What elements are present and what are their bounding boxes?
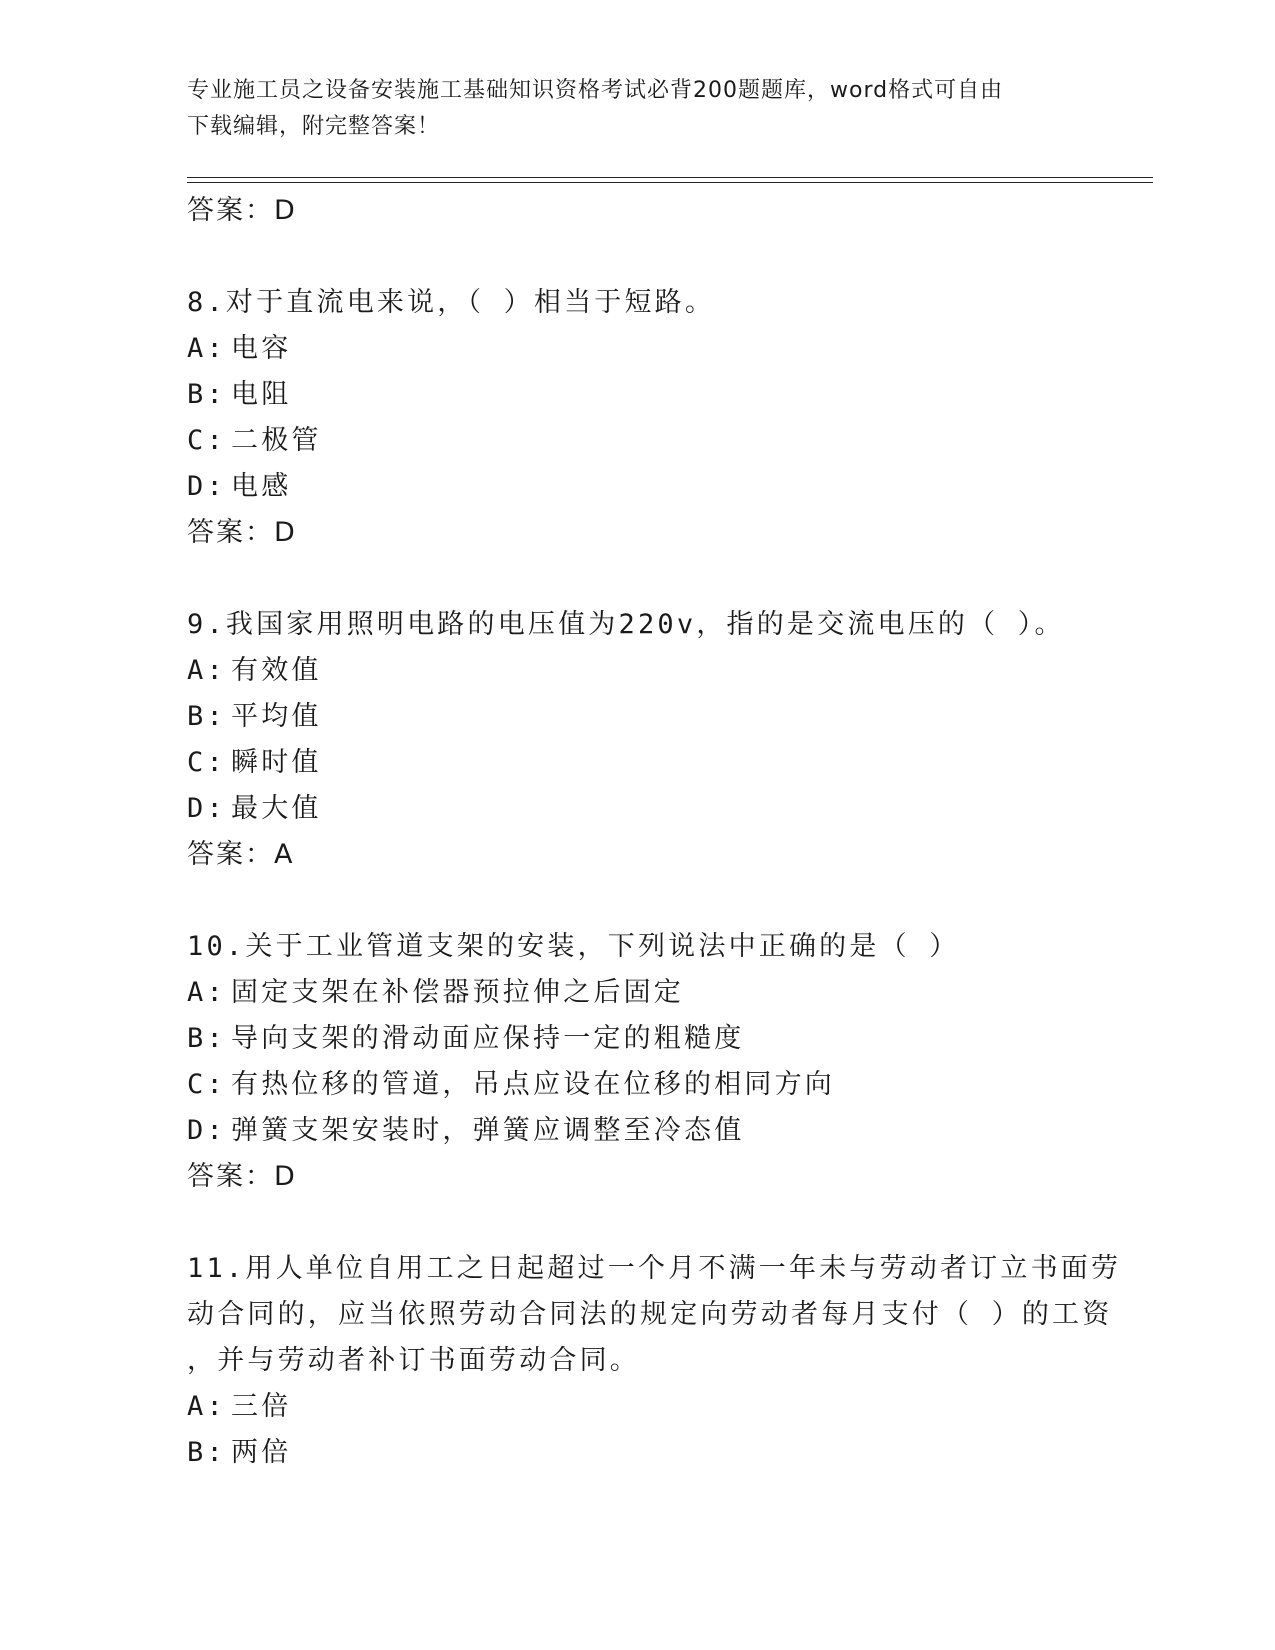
question-text-line: ，并与劳动者补订书面劳动合同。	[187, 1345, 640, 1376]
option-key: B:	[187, 701, 226, 732]
option-text: 二极管	[231, 425, 322, 456]
question-text	[187, 280, 1127, 326]
option-d	[187, 464, 1127, 510]
option-key: C:	[187, 425, 226, 456]
option-key: A:	[187, 655, 226, 686]
option-key: B:	[187, 1437, 226, 1468]
option-text: 弹簧支架安装时，弹簧应调整至冷态值	[231, 1115, 745, 1146]
option-d	[187, 786, 1127, 832]
option-text: 有效值	[231, 655, 322, 686]
option-text: 电感	[231, 471, 292, 502]
option-text: 导向支架的滑动面应保持一定的粗糙度	[231, 1023, 745, 1054]
answer-line: 答案：D	[187, 195, 297, 226]
option-text: 瞬时值	[231, 747, 322, 778]
option-key: C:	[187, 747, 226, 778]
question-text-line: 11.用人单位自用工之日起超过一个月不满一年未与劳动者订立书面劳	[187, 1253, 1122, 1284]
question-9	[187, 602, 1127, 878]
answer-line: 答案：A	[187, 839, 295, 870]
option-key: C:	[187, 1069, 226, 1100]
option-key: D:	[187, 1115, 226, 1146]
header-line-1: 专业施工员之设备安装施工基础知识资格考试必背200题题库，word格式可自由	[187, 78, 1004, 103]
header-line-2: 下载编辑，附完整答案！	[187, 114, 441, 139]
question-text	[187, 602, 1127, 648]
document-header	[187, 73, 1087, 145]
question-text	[187, 924, 1127, 970]
question-list	[187, 188, 1127, 1476]
option-key: A:	[187, 1391, 226, 1422]
option-b	[187, 1430, 1127, 1476]
question-text-line: 动合同的，应当依照劳动合同法的规定向劳动者每月支付（ ）的工资	[187, 1299, 1113, 1330]
question-text	[187, 1246, 1127, 1384]
header-rule-bottom	[187, 182, 1153, 183]
option-key: B:	[187, 379, 226, 410]
question-11	[187, 1246, 1127, 1476]
option-c	[187, 418, 1127, 464]
question-text-line: 8.对于直流电来说，（ ）相当于短路。	[187, 287, 716, 318]
question-8	[187, 280, 1127, 556]
option-text: 两倍	[231, 1437, 292, 1468]
option-a	[187, 326, 1127, 372]
option-text: 有热位移的管道，吊点应设在位移的相同方向	[231, 1069, 835, 1100]
option-text: 电容	[231, 333, 292, 364]
header-rule-top	[187, 177, 1153, 178]
question-text-line: 9.我国家用照明电路的电压值为220v，指的是交流电压的（ ）。	[187, 609, 1065, 640]
option-text: 最大值	[231, 793, 322, 824]
option-d	[187, 1108, 1127, 1154]
option-key: D:	[187, 793, 226, 824]
option-b	[187, 694, 1127, 740]
option-c	[187, 740, 1127, 786]
answer-line: 答案：D	[187, 517, 297, 548]
option-key: A:	[187, 977, 226, 1008]
answer-line: 答案：D	[187, 1161, 297, 1192]
option-b	[187, 372, 1127, 418]
option-a	[187, 1384, 1127, 1430]
option-text: 电阻	[231, 379, 292, 410]
option-c	[187, 1062, 1127, 1108]
option-text: 三倍	[231, 1391, 292, 1422]
option-key: D:	[187, 471, 226, 502]
question-text-line: 10.关于工业管道支架的安装，下列说法中正确的是（ ）	[187, 931, 960, 962]
option-b	[187, 1016, 1127, 1062]
option-text: 平均值	[231, 701, 322, 732]
option-a	[187, 970, 1127, 1016]
question-10	[187, 924, 1127, 1200]
option-key: A:	[187, 333, 226, 364]
option-text: 固定支架在补偿器预拉伸之后固定	[231, 977, 684, 1008]
option-a	[187, 648, 1127, 694]
option-key: B:	[187, 1023, 226, 1054]
